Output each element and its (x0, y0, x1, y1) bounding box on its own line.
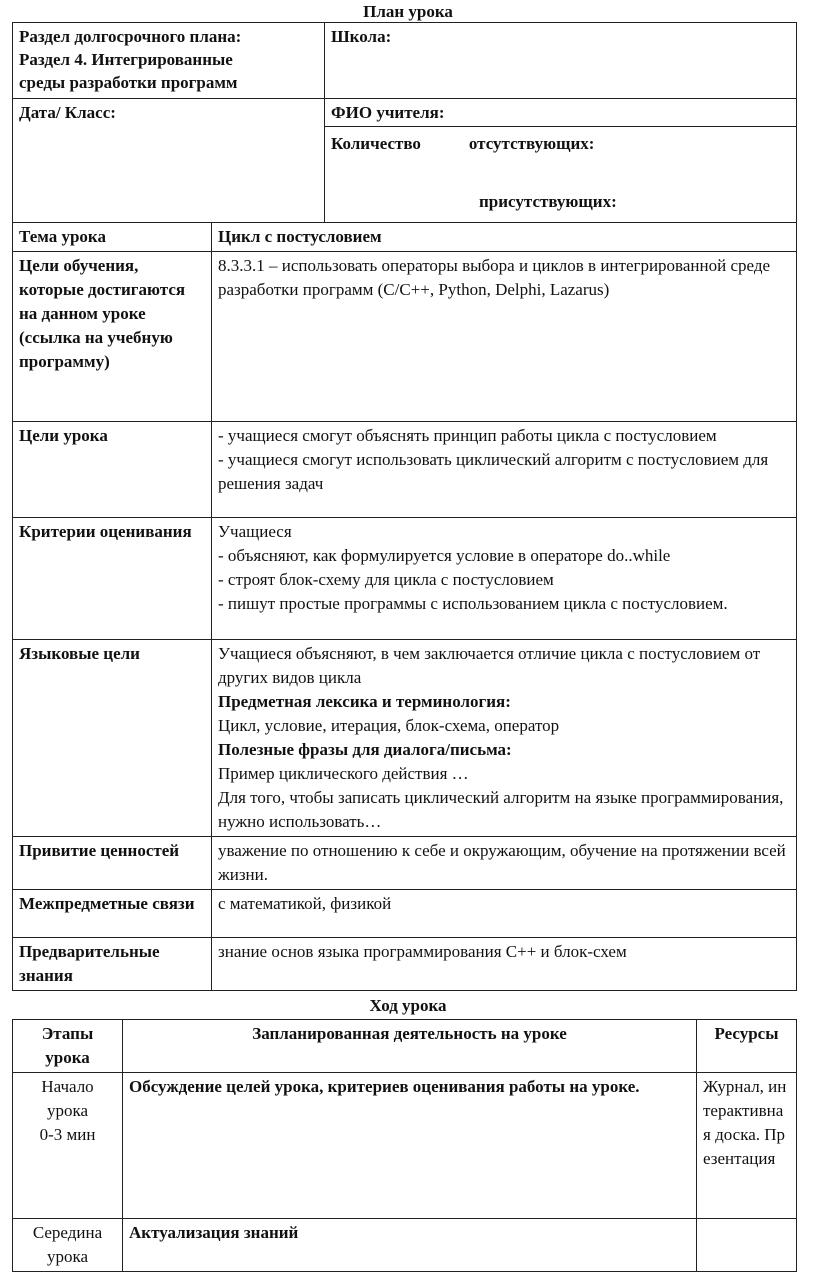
lesson-flow-table (12, 1019, 797, 1272)
flow-resources: Журнал, интерактивная доска. Презентация (697, 1073, 797, 1219)
flow-row (13, 1073, 797, 1219)
cross-links-value: с математикой, физикой (212, 890, 797, 938)
prior-knowledge-label: Предварительные знания (13, 938, 212, 991)
criteria-row (13, 518, 797, 640)
date-class-value (13, 127, 325, 223)
school-label: Школа: (325, 23, 797, 99)
prior-knowledge-value: знание основ языка программирования С++ и блок-схем (212, 938, 797, 991)
phrases-heading: Полезные фразы для диалога/письма: (218, 740, 512, 759)
criteria-label: Критерии оценивания (13, 518, 212, 640)
flow-stage: Середина урока (13, 1219, 123, 1272)
lesson-goals-label: Цели урока (13, 422, 212, 518)
page-title: План урока (363, 2, 453, 21)
learning-goals-row (13, 252, 797, 422)
header-row-attendance (13, 127, 797, 223)
lesson-goals-value (212, 422, 797, 518)
learning-goals-label: Цели обучения, которые достигаются на данном уроке (ссылка на учебную программу) (13, 252, 212, 422)
topic-label: Тема урока (13, 223, 212, 252)
values-label: Привитие ценностей (13, 837, 212, 890)
topic-row (13, 223, 797, 252)
criteria-value (212, 518, 797, 640)
phrase-line: Пример циклического действия … (218, 764, 469, 783)
teacher-label: ФИО учителя: (325, 99, 797, 127)
language-goals-value (212, 640, 797, 837)
lesson-goals-row (13, 422, 797, 518)
date-class-label: Дата/ Класс: (13, 99, 325, 127)
flow-header-stage: Этапы урока (13, 1020, 123, 1073)
language-goals-row (13, 640, 797, 837)
header-row-date (13, 99, 797, 127)
cross-links-label: Межпредметные связи (13, 890, 212, 938)
flow-header-resources: Ресурсы (697, 1020, 797, 1073)
flow-stage: Начало урока 0-3 мин (13, 1073, 123, 1219)
values-value: уважение по отношению к себе и окружающим, обучение на протяжении всей жизни. (212, 837, 797, 890)
attendance-cell (325, 127, 797, 223)
flow-title: Ход урока (369, 996, 447, 1015)
flow-resources (697, 1219, 797, 1272)
vocab-text: Цикл, условие, итерация, блок-схема, оператор (218, 716, 560, 735)
section-label: Раздел долгосрочного плана: Раздел 4. Интегрированные среды разработки программ (13, 23, 325, 99)
cross-links-row (13, 890, 797, 938)
lesson-plan-table (12, 22, 797, 991)
flow-activity: Обсуждение целей урока, критериев оценивания работы на уроке. (123, 1073, 697, 1219)
flow-header-row (13, 1020, 797, 1073)
flow-header-activity: Запланированная деятельность на уроке (123, 1020, 697, 1073)
phrase-line: Для того, чтобы записать циклический алгоритм на языке программирования, нужно использовать… (218, 788, 784, 831)
criteria-line: - строят блок-схему для цикла с постусловием (218, 570, 554, 589)
flow-activity: Актуализация знаний (123, 1219, 697, 1272)
learning-goals-value: 8.3.3.1 – использовать операторы выбора и циклов в интегрированной среде разработки программ (С/С++, Python, Delphi, Lazarus) (212, 252, 797, 422)
lesson-goal-line: - учащиеся смогут использовать циклический алгоритм с постусловием для решения задач (218, 450, 769, 493)
vocab-heading: Предметная лексика и терминология: (218, 692, 511, 711)
count-label: Количество (331, 134, 421, 153)
criteria-line: - объясняют, как формулируется условие в операторе do..while (218, 546, 671, 565)
criteria-line: Учащиеся (218, 522, 292, 541)
language-goals-label: Языковые цели (13, 640, 212, 837)
topic-value: Цикл с постусловием (212, 223, 797, 252)
prior-knowledge-row (13, 938, 797, 991)
lesson-goal-line: - учащиеся смогут объяснять принцип работы цикла с постусловием (218, 426, 717, 445)
absent-label: отсутствующих: (468, 134, 595, 153)
header-row-section (13, 23, 797, 99)
criteria-line: - пишут простые программы с использованием цикла с постусловием. (218, 594, 728, 613)
values-row (13, 837, 797, 890)
present-label: присутствующих: (479, 192, 617, 211)
language-goals-intro: Учащиеся объясняют, в чем заключается отличие цикла с постусловием от других видов цикла (218, 644, 761, 687)
flow-row (13, 1219, 797, 1272)
